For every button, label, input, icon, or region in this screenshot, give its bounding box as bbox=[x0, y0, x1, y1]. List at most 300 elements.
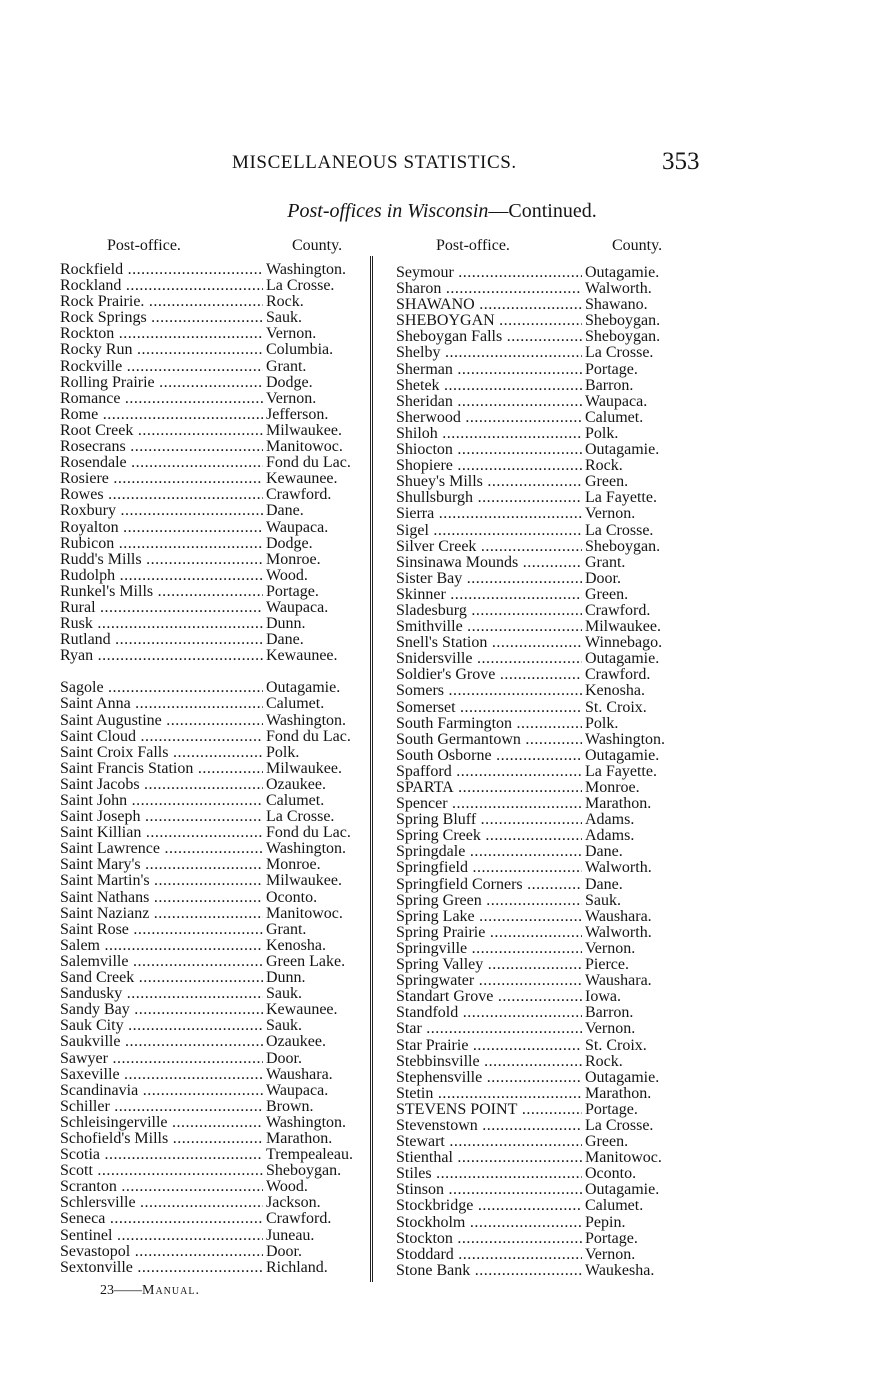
county-name: Waupaca. bbox=[266, 518, 329, 536]
county-name: Portage. bbox=[585, 360, 638, 378]
list-item bbox=[60, 890, 378, 906]
list-item bbox=[396, 667, 688, 683]
post-office-name: Rolling Prairie ..... bbox=[60, 375, 263, 391]
post-office-name: Spring Valley ..... bbox=[396, 957, 582, 973]
post-office-name: Saint Augustine ..... bbox=[60, 713, 263, 729]
right-column-entries bbox=[396, 265, 688, 1279]
county-name: Dunn. bbox=[266, 969, 306, 987]
list-item bbox=[60, 616, 378, 632]
list-item bbox=[396, 1054, 688, 1070]
post-office-name: Saint Lawrence ..... bbox=[60, 841, 263, 857]
county-name: Dodge. bbox=[266, 534, 313, 552]
post-office-name: Saint Mary's ..... bbox=[60, 857, 263, 873]
county-name: Door. bbox=[585, 569, 621, 587]
county-name: Grant. bbox=[585, 553, 626, 571]
county-name: Milwaukee. bbox=[585, 618, 661, 636]
post-office-name: Rock Prairie. ..... bbox=[60, 294, 263, 310]
list-item bbox=[60, 391, 378, 407]
list-item bbox=[396, 957, 688, 973]
list-item bbox=[60, 326, 378, 342]
post-office-name: Stebbinsville ..... bbox=[396, 1054, 582, 1070]
county-name: Monroe. bbox=[266, 856, 321, 874]
county-name: Dodge. bbox=[266, 373, 313, 391]
county-name: Outagamie. bbox=[585, 650, 660, 668]
list-item bbox=[396, 603, 688, 619]
list-item bbox=[60, 954, 378, 970]
post-office-name: Sierra ..... bbox=[396, 506, 582, 522]
post-office-name: Somers ..... bbox=[396, 683, 582, 699]
list-item bbox=[396, 474, 688, 490]
list-item bbox=[60, 1260, 378, 1276]
post-office-name: Schleisingerville ..... bbox=[60, 1115, 263, 1131]
county-name: Green. bbox=[585, 585, 629, 603]
county-name: Washington. bbox=[266, 261, 347, 278]
list-item bbox=[60, 503, 378, 519]
post-office-name: Roxbury ..... bbox=[60, 503, 263, 519]
list-item bbox=[396, 442, 688, 458]
county-name: Trempealeau. bbox=[266, 1146, 353, 1164]
list-item bbox=[60, 632, 378, 648]
county-name: Outagamie. bbox=[266, 679, 341, 697]
county-name: Polk. bbox=[585, 714, 619, 732]
post-office-name: Rosecrans ..... bbox=[60, 439, 263, 455]
post-office-name: Sandusky ..... bbox=[60, 986, 263, 1002]
post-office-name: Rutland ..... bbox=[60, 632, 263, 648]
post-office-name: Saint Martin's ..... bbox=[60, 873, 263, 889]
list-item bbox=[396, 426, 688, 442]
county-name: Manitowoc. bbox=[266, 904, 343, 922]
post-office-name: Stockton ..... bbox=[396, 1231, 582, 1247]
right-county-header: County. bbox=[612, 237, 663, 254]
post-office-name: Saint Jacobs ..... bbox=[60, 777, 263, 793]
post-office-name: Seymour ..... bbox=[396, 265, 582, 281]
list-item bbox=[396, 1118, 688, 1134]
county-name: Waukesha. bbox=[585, 1261, 655, 1279]
post-office-name: Saint Anna ..... bbox=[60, 696, 263, 712]
county-name: Kewaunee. bbox=[266, 647, 338, 665]
county-name: Sauk. bbox=[266, 1017, 302, 1035]
list-item bbox=[396, 410, 688, 426]
post-office-name: Shelby ..... bbox=[396, 345, 582, 361]
post-office-name: SHAWANO ..... bbox=[396, 297, 582, 313]
list-item bbox=[60, 1179, 378, 1195]
list-item bbox=[396, 394, 688, 410]
list-item bbox=[60, 648, 378, 664]
list-item bbox=[396, 909, 688, 925]
post-office-name: Springfield Corners ..... bbox=[396, 877, 582, 893]
post-office-name: Saint Croix Falls ..... bbox=[60, 745, 263, 761]
post-office-name: Scotia ..... bbox=[60, 1147, 263, 1163]
list-item bbox=[60, 455, 378, 471]
post-office-name: Saxeville ..... bbox=[60, 1067, 263, 1083]
post-office-name: Spring Lake ..... bbox=[396, 909, 582, 925]
county-name: Sheboygan. bbox=[585, 537, 661, 555]
county-name: Green Lake. bbox=[266, 952, 346, 970]
county-name: Juneau. bbox=[266, 1226, 315, 1244]
list-item bbox=[60, 1018, 378, 1034]
list-item bbox=[60, 857, 378, 873]
footer-signature: 23—— bbox=[100, 1283, 142, 1298]
post-office-name: Springwater ..... bbox=[396, 973, 582, 989]
post-office-name: Standfold ..... bbox=[396, 1005, 582, 1021]
county-name: Milwaukee. bbox=[266, 872, 342, 890]
county-name: Fond du Lac. bbox=[266, 727, 351, 745]
post-office-name: Sagole ..... bbox=[60, 680, 263, 696]
county-name: Door. bbox=[266, 1242, 302, 1260]
county-name: Walworth. bbox=[585, 280, 652, 298]
post-office-name: Smithville ..... bbox=[396, 619, 582, 635]
list-item bbox=[60, 970, 378, 986]
list-item bbox=[60, 1163, 378, 1179]
list-item bbox=[60, 278, 378, 294]
list-item bbox=[396, 716, 688, 732]
post-office-name: Shiloh ..... bbox=[396, 426, 582, 442]
county-name: Waushara. bbox=[585, 907, 652, 925]
county-name: Washington. bbox=[266, 711, 347, 729]
post-office-name: Rosendale ..... bbox=[60, 455, 263, 471]
county-name: Green. bbox=[585, 1133, 629, 1151]
list-item bbox=[60, 359, 378, 375]
list-item bbox=[396, 1198, 688, 1214]
list-item bbox=[60, 568, 378, 584]
post-office-name: Somerset ..... bbox=[396, 700, 582, 716]
post-office-name: Stienthal ..... bbox=[396, 1150, 582, 1166]
post-office-name: Skinner ..... bbox=[396, 587, 582, 603]
list-item bbox=[60, 1115, 378, 1131]
post-office-name: Stiles ..... bbox=[396, 1166, 582, 1182]
list-item bbox=[396, 329, 688, 345]
county-name: Grant. bbox=[266, 357, 307, 375]
county-name: Kewaunee. bbox=[266, 470, 338, 488]
post-office-name: Sheboygan Falls ..... bbox=[396, 329, 582, 345]
list-item bbox=[396, 313, 688, 329]
list-item bbox=[396, 458, 688, 474]
list-item bbox=[60, 1067, 378, 1083]
county-name: Rock. bbox=[585, 457, 623, 475]
list-item bbox=[60, 423, 378, 439]
county-name: Barron. bbox=[585, 1004, 634, 1022]
post-office-name: Rusk ..... bbox=[60, 616, 263, 632]
list-item bbox=[396, 1070, 688, 1086]
list-item bbox=[60, 487, 378, 503]
county-name: Wood. bbox=[266, 566, 308, 584]
post-office-name: Rockland ..... bbox=[60, 278, 263, 294]
county-name: Sheboygan. bbox=[266, 1162, 342, 1180]
county-name: La Crosse. bbox=[266, 808, 335, 826]
list-item bbox=[396, 619, 688, 635]
list-item bbox=[60, 536, 378, 552]
county-name: Fond du Lac. bbox=[266, 824, 351, 842]
post-office-name: Sawyer ..... bbox=[60, 1051, 263, 1067]
list-item bbox=[60, 729, 378, 745]
running-title: MISCELLANEOUS STATISTICS. bbox=[232, 152, 517, 173]
list-item bbox=[60, 1244, 378, 1260]
county-name: Washington. bbox=[585, 730, 666, 748]
post-office-name: Schlersville ..... bbox=[60, 1195, 263, 1211]
county-name: Vernon. bbox=[585, 1020, 636, 1038]
post-office-name: Saint Cloud ..... bbox=[60, 729, 263, 745]
county-name: Waushara. bbox=[585, 972, 652, 990]
county-name: Milwaukee. bbox=[266, 421, 342, 439]
post-office-name: Stockholm ..... bbox=[396, 1215, 582, 1231]
county-name: La Crosse. bbox=[585, 521, 654, 539]
list-item bbox=[60, 342, 378, 358]
county-name: Polk. bbox=[585, 424, 619, 442]
list-item bbox=[396, 732, 688, 748]
county-name: Outagamie. bbox=[585, 264, 660, 281]
post-office-name: Rockfield ..... bbox=[60, 262, 263, 278]
post-office-name: Saint Rose ..... bbox=[60, 922, 263, 938]
post-office-name: Saint Joseph ..... bbox=[60, 809, 263, 825]
county-name: Rock. bbox=[585, 1052, 623, 1070]
post-office-name: Rural ..... bbox=[60, 600, 263, 616]
post-office-name: Rudolph ..... bbox=[60, 568, 263, 584]
post-office-name: Star ..... bbox=[396, 1021, 582, 1037]
list-item bbox=[60, 922, 378, 938]
county-name: Dane. bbox=[266, 502, 304, 520]
post-office-name: Saint Francis Station ..... bbox=[60, 761, 263, 777]
county-name: Vernon. bbox=[585, 939, 636, 957]
post-office-name: Scranton ..... bbox=[60, 1179, 263, 1195]
list-item bbox=[396, 378, 688, 394]
page-header bbox=[0, 150, 884, 180]
list-item bbox=[60, 777, 378, 793]
list-item bbox=[60, 584, 378, 600]
county-name: Kenosha. bbox=[266, 936, 326, 954]
list-item bbox=[60, 986, 378, 1002]
post-office-name: Saint John ..... bbox=[60, 793, 263, 809]
post-office-name: Scott ..... bbox=[60, 1163, 263, 1179]
list-item bbox=[396, 555, 688, 571]
page-footer bbox=[100, 1283, 200, 1299]
list-item bbox=[60, 1099, 378, 1115]
list-item bbox=[60, 407, 378, 423]
post-office-name: Root Creek ..... bbox=[60, 423, 263, 439]
list-item bbox=[60, 1131, 378, 1147]
county-name: Washington. bbox=[266, 1113, 347, 1131]
post-office-name: Stinson ..... bbox=[396, 1182, 582, 1198]
post-office-name: Snell's Station ..... bbox=[396, 635, 582, 651]
caption-italic: Post-offices in Wisconsin bbox=[287, 200, 489, 222]
list-item bbox=[396, 651, 688, 667]
county-name: La Crosse. bbox=[585, 344, 654, 362]
list-item bbox=[396, 700, 688, 716]
county-name: Jefferson. bbox=[266, 405, 329, 423]
county-name: Outagamie. bbox=[585, 1181, 660, 1199]
list-item bbox=[60, 906, 378, 922]
county-name: Outagamie. bbox=[585, 441, 660, 459]
list-item bbox=[60, 1034, 378, 1050]
county-name: Dunn. bbox=[266, 615, 306, 633]
post-office-name: Spring Prairie ..... bbox=[396, 925, 582, 941]
post-office-name: Saint Nathans ..... bbox=[60, 890, 263, 906]
county-name: Brown. bbox=[266, 1097, 314, 1115]
county-name: Waupaca. bbox=[266, 598, 329, 616]
post-office-name: Springville ..... bbox=[396, 941, 582, 957]
list-item bbox=[396, 571, 688, 587]
list-item bbox=[60, 841, 378, 857]
post-office-name: Sinsinawa Mounds ..... bbox=[396, 555, 582, 571]
post-office-name: Snidersville ..... bbox=[396, 651, 582, 667]
post-office-name: Sextonville ..... bbox=[60, 1260, 263, 1276]
county-name: Adams. bbox=[585, 827, 635, 845]
list-item bbox=[396, 506, 688, 522]
list-item bbox=[396, 1247, 688, 1263]
county-name: Wood. bbox=[266, 1178, 308, 1196]
county-name: Marathon. bbox=[585, 1084, 652, 1102]
post-office-name: Saukville ..... bbox=[60, 1034, 263, 1050]
county-name: La Fayette. bbox=[585, 489, 657, 507]
county-name: Dane. bbox=[266, 631, 304, 649]
table-caption bbox=[0, 200, 884, 223]
post-office-name: Stephensville ..... bbox=[396, 1070, 582, 1086]
list-item bbox=[396, 1102, 688, 1118]
post-office-name: Scandinavia ..... bbox=[60, 1083, 263, 1099]
list-item bbox=[60, 713, 378, 729]
county-name: Winnebago. bbox=[585, 634, 663, 652]
list-item bbox=[60, 520, 378, 536]
post-office-name: SHEBOYGAN ..... bbox=[396, 313, 582, 329]
post-office-name: Sand Creek ..... bbox=[60, 970, 263, 986]
post-office-name: Sister Bay ..... bbox=[396, 571, 582, 587]
post-office-name: Romance ..... bbox=[60, 391, 263, 407]
post-office-name: Rosiere ..... bbox=[60, 471, 263, 487]
list-item bbox=[60, 600, 378, 616]
county-name: Ozaukee. bbox=[266, 1033, 326, 1051]
county-name: Vernon. bbox=[585, 1245, 636, 1263]
list-item bbox=[396, 828, 688, 844]
post-office-name: Rocky Run ..... bbox=[60, 342, 263, 358]
county-name: Sauk. bbox=[266, 985, 302, 1003]
county-name: Calumet. bbox=[266, 695, 325, 713]
county-name: La Crosse. bbox=[266, 277, 335, 295]
post-office-name: Schofield's Mills ..... bbox=[60, 1131, 263, 1147]
county-name: Sheboygan. bbox=[585, 312, 661, 330]
post-office-name: Springfield ..... bbox=[396, 860, 582, 876]
county-name: La Fayette. bbox=[585, 762, 657, 780]
county-name: Adams. bbox=[585, 811, 635, 829]
post-office-name: Stevenstown ..... bbox=[396, 1118, 582, 1134]
list-item bbox=[396, 523, 688, 539]
county-name: Outagamie. bbox=[585, 746, 660, 764]
page-number: 353 bbox=[662, 148, 700, 175]
right-post-office-header: Post-office. bbox=[436, 237, 510, 254]
list-item bbox=[396, 345, 688, 361]
county-name: Outagamie. bbox=[585, 1068, 660, 1086]
list-item bbox=[60, 809, 378, 825]
post-office-name: Ryan ..... bbox=[60, 648, 263, 664]
post-office-name: Spencer ..... bbox=[396, 796, 582, 812]
post-office-name: Shuey's Mills ..... bbox=[396, 474, 582, 490]
county-name: Crawford. bbox=[585, 601, 651, 619]
list-item bbox=[396, 1182, 688, 1198]
post-office-name: Spafford ..... bbox=[396, 764, 582, 780]
list-item bbox=[60, 1211, 378, 1227]
county-name: Marathon. bbox=[585, 795, 652, 813]
list-item bbox=[60, 375, 378, 391]
list-item bbox=[60, 439, 378, 455]
list-item bbox=[60, 1002, 378, 1018]
post-office-name: Shetek ..... bbox=[396, 378, 582, 394]
list-item bbox=[396, 1263, 688, 1279]
county-name: Rock. bbox=[266, 293, 304, 311]
post-office-name: Royalton ..... bbox=[60, 520, 263, 536]
county-name: Fond du Lac. bbox=[266, 454, 351, 472]
county-name: Polk. bbox=[266, 743, 300, 761]
list-item bbox=[60, 552, 378, 568]
list-item bbox=[396, 893, 688, 909]
list-item bbox=[396, 877, 688, 893]
list-item bbox=[396, 1166, 688, 1182]
county-name: Ozaukee. bbox=[266, 775, 326, 793]
county-name: St. Croix. bbox=[585, 698, 647, 716]
post-office-name: Sladesburg ..... bbox=[396, 603, 582, 619]
post-office-name: Sevastopol ..... bbox=[60, 1244, 263, 1260]
list-item bbox=[396, 1215, 688, 1231]
county-name: Green. bbox=[585, 473, 629, 491]
county-name: Kenosha. bbox=[585, 682, 645, 700]
post-office-name: Springdale ..... bbox=[396, 844, 582, 860]
county-name: Manitowoc. bbox=[585, 1149, 662, 1167]
county-name: Walworth. bbox=[585, 859, 652, 877]
post-office-name: Rockville ..... bbox=[60, 359, 263, 375]
county-name: Pepin. bbox=[585, 1213, 626, 1231]
left-county-header: County. bbox=[292, 237, 343, 254]
list-item bbox=[396, 860, 688, 876]
post-office-name: Salem ..... bbox=[60, 938, 263, 954]
list-item bbox=[396, 1134, 688, 1150]
county-name: La Crosse. bbox=[585, 1116, 654, 1134]
list-item bbox=[396, 490, 688, 506]
list-item bbox=[396, 1005, 688, 1021]
county-name: Portage. bbox=[585, 1229, 638, 1247]
list-item bbox=[60, 1147, 378, 1163]
county-name: Manitowoc. bbox=[266, 438, 343, 456]
county-name: Sauk. bbox=[585, 891, 621, 909]
list-item bbox=[60, 761, 378, 777]
county-name: Pierce. bbox=[585, 956, 629, 974]
list-item bbox=[60, 938, 378, 954]
post-office-name: Soldier's Grove ..... bbox=[396, 667, 582, 683]
list-item bbox=[396, 1021, 688, 1037]
post-office-name: SPARTA ..... bbox=[396, 780, 582, 796]
list-item bbox=[396, 1231, 688, 1247]
post-office-name: Rock Springs ..... bbox=[60, 310, 263, 326]
list-item bbox=[60, 294, 378, 310]
post-office-name: Stetin ..... bbox=[396, 1086, 582, 1102]
list-item bbox=[60, 793, 378, 809]
post-office-name: Shopiere ..... bbox=[396, 458, 582, 474]
list-item bbox=[396, 764, 688, 780]
county-name: Vernon. bbox=[266, 389, 317, 407]
post-office-name: Runkel's Mills ..... bbox=[60, 584, 263, 600]
list-item bbox=[396, 973, 688, 989]
list-item bbox=[396, 941, 688, 957]
list-item bbox=[396, 539, 688, 555]
list-item bbox=[396, 925, 688, 941]
list-item bbox=[396, 297, 688, 313]
county-name: Monroe. bbox=[585, 779, 640, 796]
county-name: Iowa. bbox=[585, 988, 621, 1006]
county-name: Richland. bbox=[266, 1258, 328, 1276]
county-name: Milwaukee. bbox=[266, 759, 342, 777]
list-item bbox=[60, 1051, 378, 1067]
county-name: Kewaunee. bbox=[266, 1001, 338, 1019]
county-name: Calumet. bbox=[266, 792, 325, 809]
county-name: Shawano. bbox=[585, 296, 648, 314]
county-name: Dane. bbox=[585, 875, 623, 893]
post-office-name: Rockton ..... bbox=[60, 326, 263, 342]
